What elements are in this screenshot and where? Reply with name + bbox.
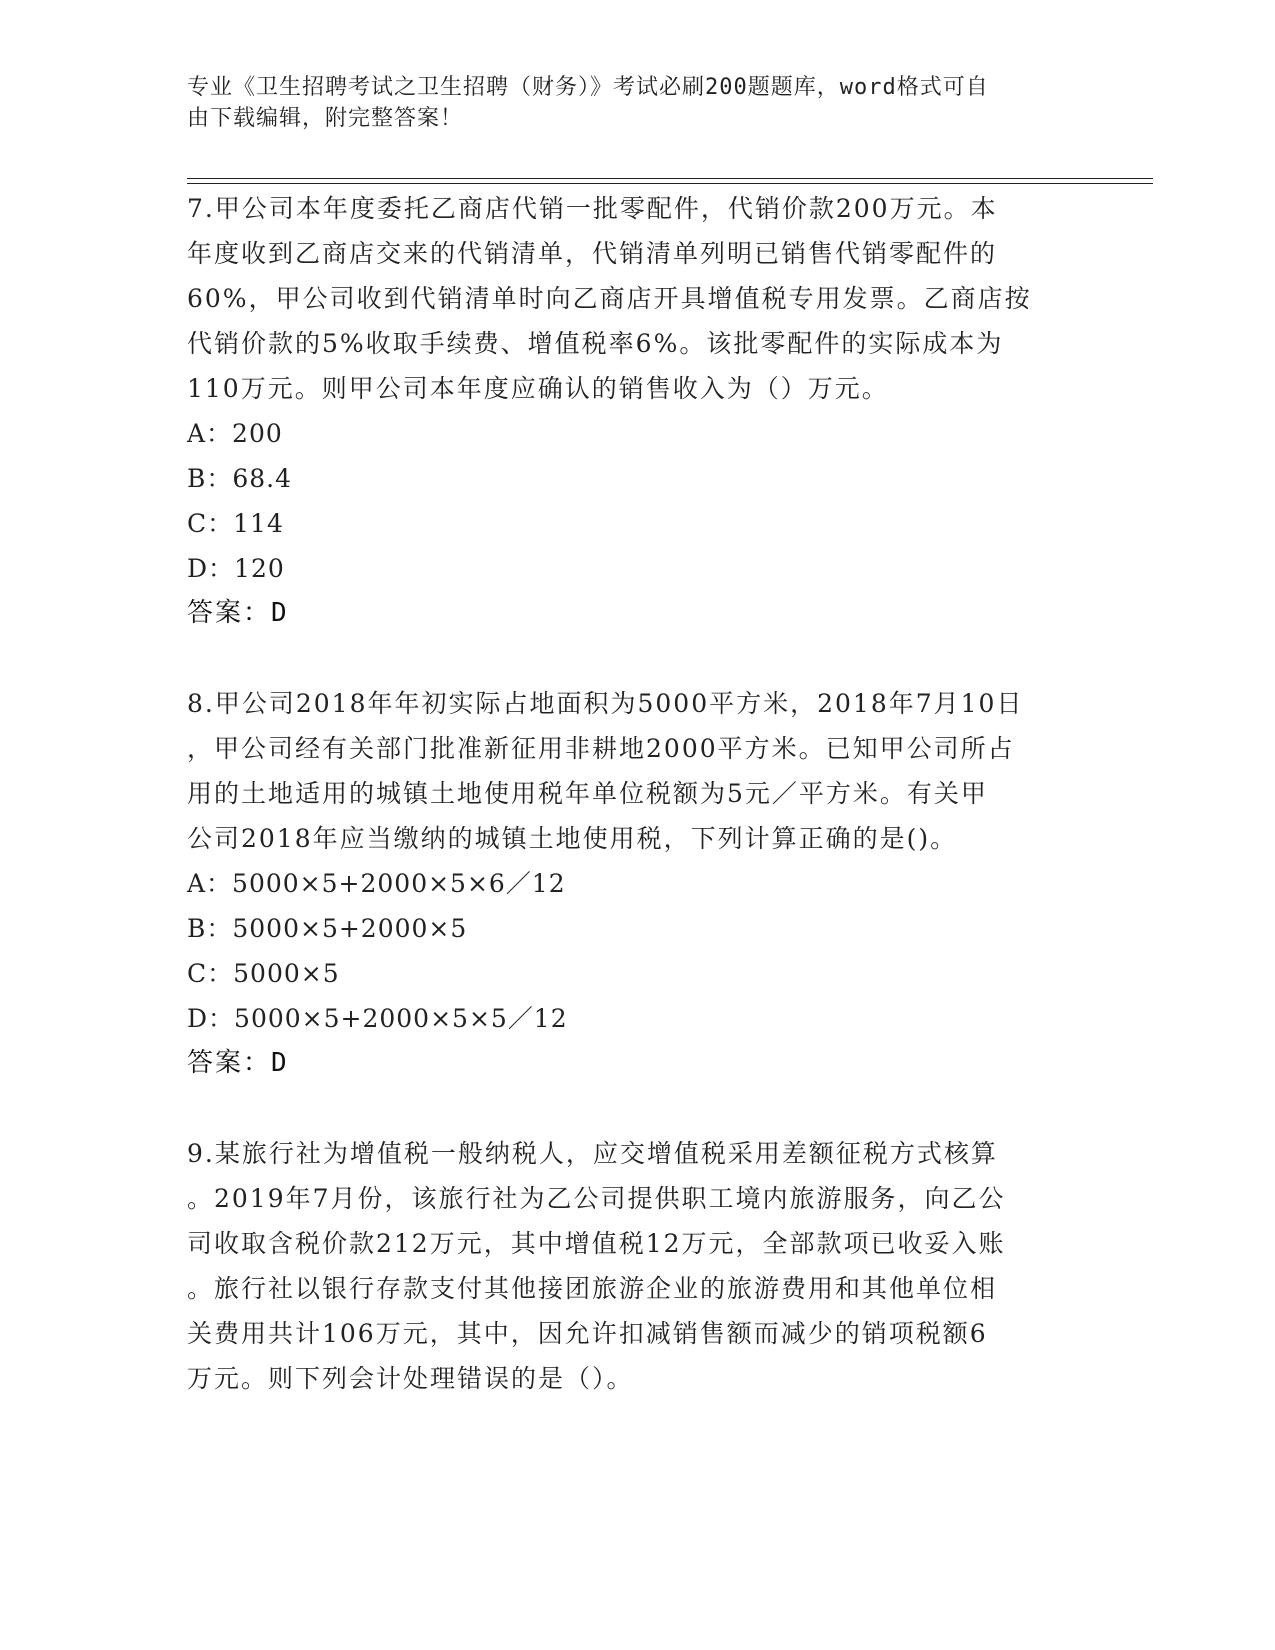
stem-line: 110万元。则甲公司本年度应确认的销售收入为（）万元。 [187, 374, 889, 403]
question-stem [187, 681, 1077, 861]
option-d: D：5000×5+2000×5×5／12 [187, 1004, 568, 1033]
stem-line: 8.甲公司2018年年初实际占地面积为5000平方米，2018年7月10日 [187, 689, 1024, 718]
option-b: B：5000×5+2000×5 [187, 914, 468, 943]
stem-line: 司收取含税价款212万元，其中增值税12万元，全部款项已收妥入账 [187, 1229, 1006, 1258]
question-spacer [187, 636, 1077, 681]
stem-line: 公司2018年应当缴纳的城镇土地使用税，下列计算正确的是()。 [187, 824, 958, 853]
header-line-1: 专业《卫生招聘考试之卫生招聘（财务）》考试必刷200题题库，word格式可自 [187, 75, 989, 100]
question-7 [187, 186, 1077, 636]
document-header [187, 72, 1067, 134]
stem-line: 万元。则下列会计处理错误的是（）。 [187, 1364, 634, 1393]
stem-line: 代销价款的5%收取手续费、增值税率6%。该批零配件的实际成本为 [187, 329, 1004, 358]
option-c: C：114 [187, 509, 284, 538]
header-divider-top [187, 178, 1153, 179]
stem-line: ，甲公司经有关部门批准新征用非耕地2000平方米。已知甲公司所占 [187, 734, 1015, 763]
header-line-2: 由下载编辑，附完整答案！ [187, 106, 464, 131]
stem-line: 关费用共计106万元，其中，因允许扣减销售额而减少的销项税额6 [187, 1319, 988, 1348]
option-a: A：5000×5+2000×5×6／12 [187, 869, 566, 898]
stem-line: 年度收到乙商店交来的代销清单，代销清单列明已销售代销零配件的 [187, 239, 998, 268]
option-list [187, 411, 1077, 591]
stem-line: 。旅行社以银行存款支付其他接团旅游企业的旅游费用和其他单位相 [187, 1274, 998, 1303]
stem-line: 用的土地适用的城镇土地使用税年单位税额为5元／平方米。有关甲 [187, 779, 988, 808]
answer-line: 答案：D [187, 1048, 289, 1078]
question-list [187, 186, 1077, 1401]
option-a: A：200 [187, 419, 283, 448]
question-spacer [187, 1086, 1077, 1131]
option-c: C：5000×5 [187, 959, 340, 988]
option-d: D：120 [187, 554, 285, 583]
question-9 [187, 1131, 1077, 1401]
stem-line: 9.某旅行社为增值税一般纳税人，应交增值税采用差额征税方式核算 [187, 1139, 998, 1168]
header-divider-bottom [187, 183, 1153, 184]
option-list [187, 861, 1077, 1041]
stem-line: 。2019年7月份，该旅行社为乙公司提供职工境内旅游服务，向乙公 [187, 1184, 1006, 1213]
stem-line: 60%，甲公司收到代销清单时向乙商店开具增值税专用发票。乙商店按 [187, 284, 1032, 313]
stem-line: 7.甲公司本年度委托乙商店代销一批零配件，代销价款200万元。本 [187, 194, 998, 223]
option-b: B：68.4 [187, 464, 293, 493]
question-stem [187, 186, 1077, 411]
answer-line: 答案：D [187, 598, 289, 628]
question-8 [187, 681, 1077, 1086]
question-stem [187, 1131, 1077, 1401]
